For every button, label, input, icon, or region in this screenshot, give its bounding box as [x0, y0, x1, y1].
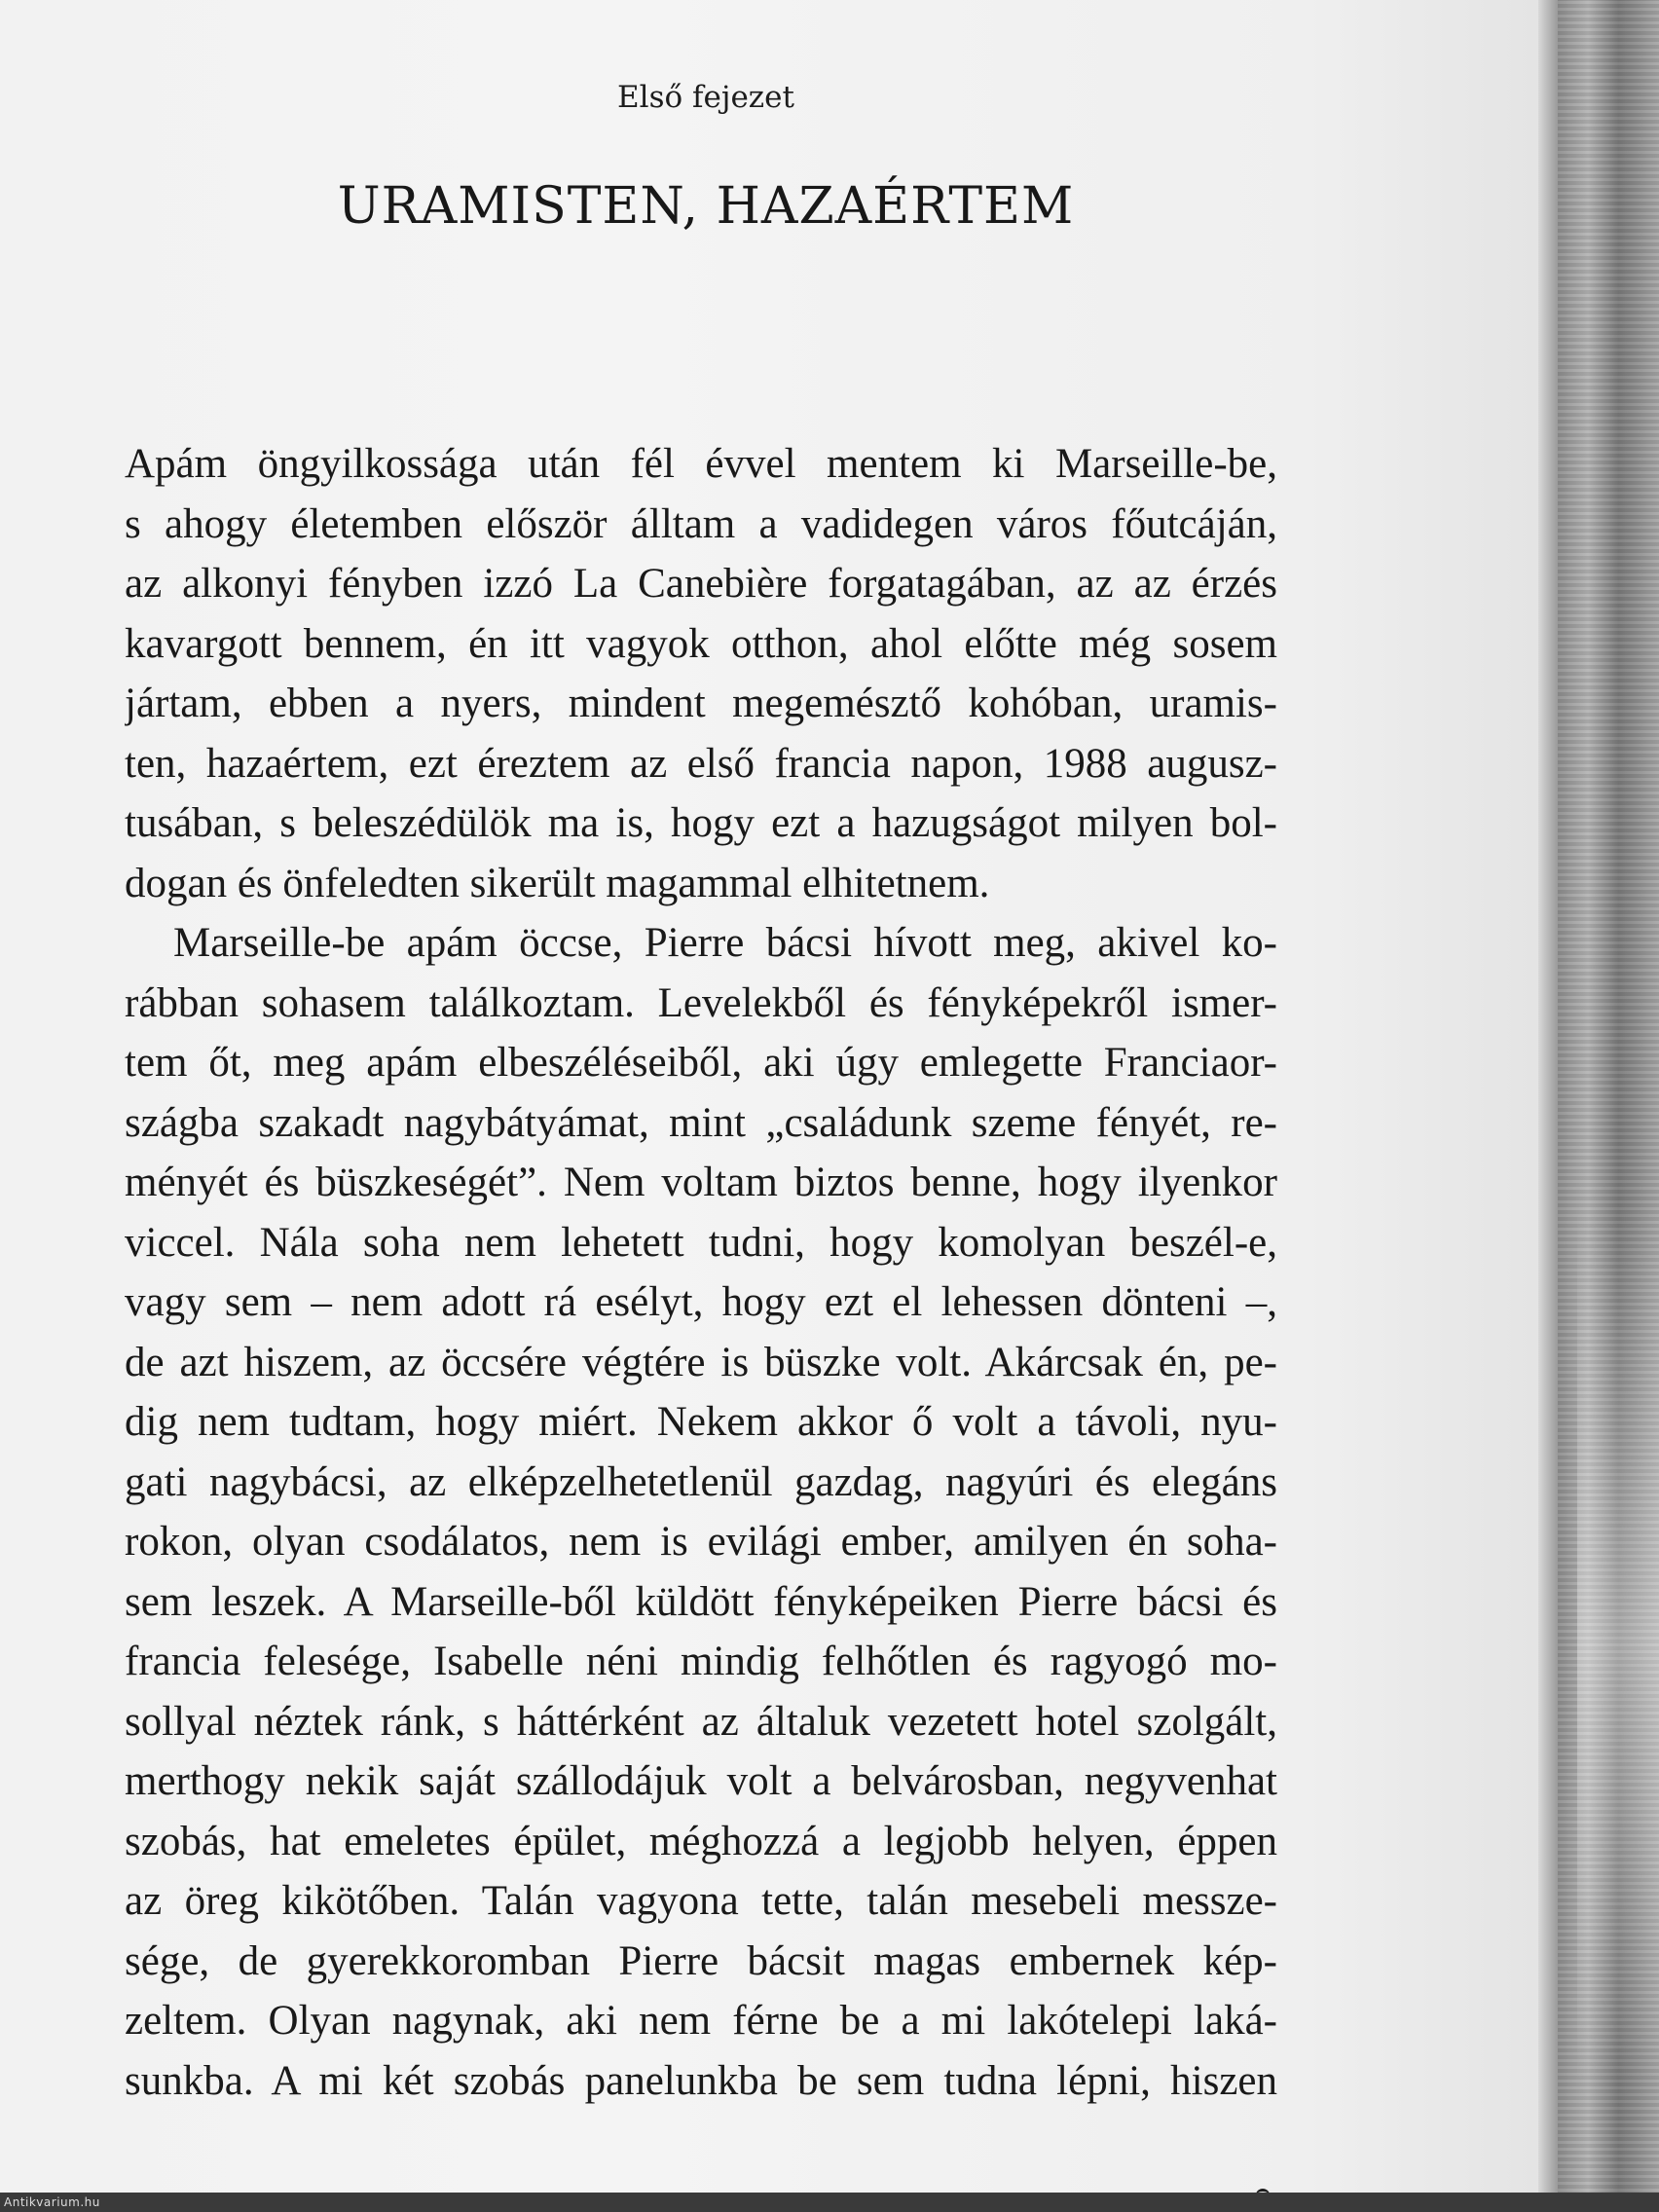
text-line: tem őt, meg apám elbeszéléseiből, aki úgy emlegette Franciaor-: [125, 1040, 1277, 1086]
text-line: szobás, hat emeletes épület, méghozzá a legjobb helyen, éppen: [125, 1818, 1277, 1864]
paragraph-1: [125, 434, 1277, 913]
text-line: dig nem tudtam, hogy miért. Nekem akkor ő volt a távoli, nyu-: [125, 1399, 1277, 1445]
paragraph-2: [125, 913, 1277, 2111]
text-line: francia felesége, Isabelle néni mindig felhőtlen és ragyogó mo-: [125, 1639, 1277, 1684]
text-line: ményét és büszkeségét”. Nem voltam biztos benne, hogy ilyenkor: [125, 1160, 1277, 1205]
text-line: s ahogy életemben először álltam a vadidegen város főutcáján,: [125, 500, 1277, 547]
text-line: rábban sohasem találkoztam. Levelekből és fényképekről ismer-: [125, 979, 1277, 1026]
text-line: az alkonyi fényben izzó La Canebière forgatagában, az az érzés: [125, 561, 1277, 607]
text-line: sollyal néztek ránk, s háttérként az általuk vezetett hotel szolgált,: [125, 1698, 1277, 1745]
text-line: viccel. Nála soha nem lehetett tudni, hogy komolyan beszél-e,: [125, 1219, 1277, 1266]
text-line: tusában, s beleszédülök ma is, hogy ezt a hazugságot milyen bol-: [125, 800, 1277, 846]
text-line: Marseille-be apám öccse, Pierre bácsi hívott meg, akivel ko-: [173, 920, 1277, 966]
text-line: kavargott bennem, én itt vagyok otthon, ahol előtte még sosem: [125, 620, 1277, 667]
chapter-title: URAMISTEN, HAZAÉRTEM: [337, 177, 1075, 236]
background-highlight: [1577, 1207, 1659, 2083]
chapter-label: Első fejezet: [617, 80, 794, 115]
text-line: rokon, olyan csodálatos, nem is evilági ember, amilyen én soha-: [125, 1519, 1277, 1565]
text-line: de azt hiszem, az öccsére végtére is büszke volt. Akárcsak én, pe-: [125, 1339, 1277, 1385]
text-line: az öreg kikötőben. Talán vagyona tette, talán mesebeli messze-: [125, 1878, 1277, 1924]
text-line: ten, hazaértem, ezt éreztem az első francia napon, 1988 augusz-: [125, 740, 1277, 787]
text-line: Apám öngyilkossága után fél évvel mentem ki Marseille-be,: [125, 441, 1277, 487]
text-line: zeltem. Olyan nagynak, aki nem férne be a mi lakótelepi laká-: [125, 1998, 1277, 2044]
text-line: jártam, ebben a nyers, mindent megemésztő kohóban, uramis-: [125, 681, 1277, 726]
text-line: gati nagybácsi, az elképzelhetetlenül gazdag, nagyúri és elegáns: [125, 1458, 1277, 1505]
text-line: vagy sem – nem adott rá esélyt, hogy ezt el lehessen dönteni –,: [125, 1279, 1277, 1325]
watermark: Antikvarium.hu: [4, 2195, 100, 2209]
bottom-strip: [0, 2193, 1659, 2212]
text-line: szágba szakadt nagybátyámat, mint „családunk szeme fényét, re-: [125, 1099, 1277, 1146]
text-line: sége, de gyerekkoromban Pierre bácsit magas embernek kép-: [125, 1937, 1277, 1984]
text-line: sunkba. A mi két szobás panelunkba be sem tudna lépni, hiszen: [125, 2057, 1277, 2104]
text-line: sem leszek. A Marseille-ből küldött fényképeiken Pierre bácsi és: [125, 1578, 1277, 1625]
body-text: [125, 434, 1277, 2111]
text-line: merthogy nekik saját szállodájuk volt a belvárosban, negyvenhat: [125, 1758, 1277, 1804]
text-line: dogan és önfeledten sikerült magammal elhitetnem.: [125, 860, 990, 906]
page-edge: [1538, 0, 1558, 2212]
